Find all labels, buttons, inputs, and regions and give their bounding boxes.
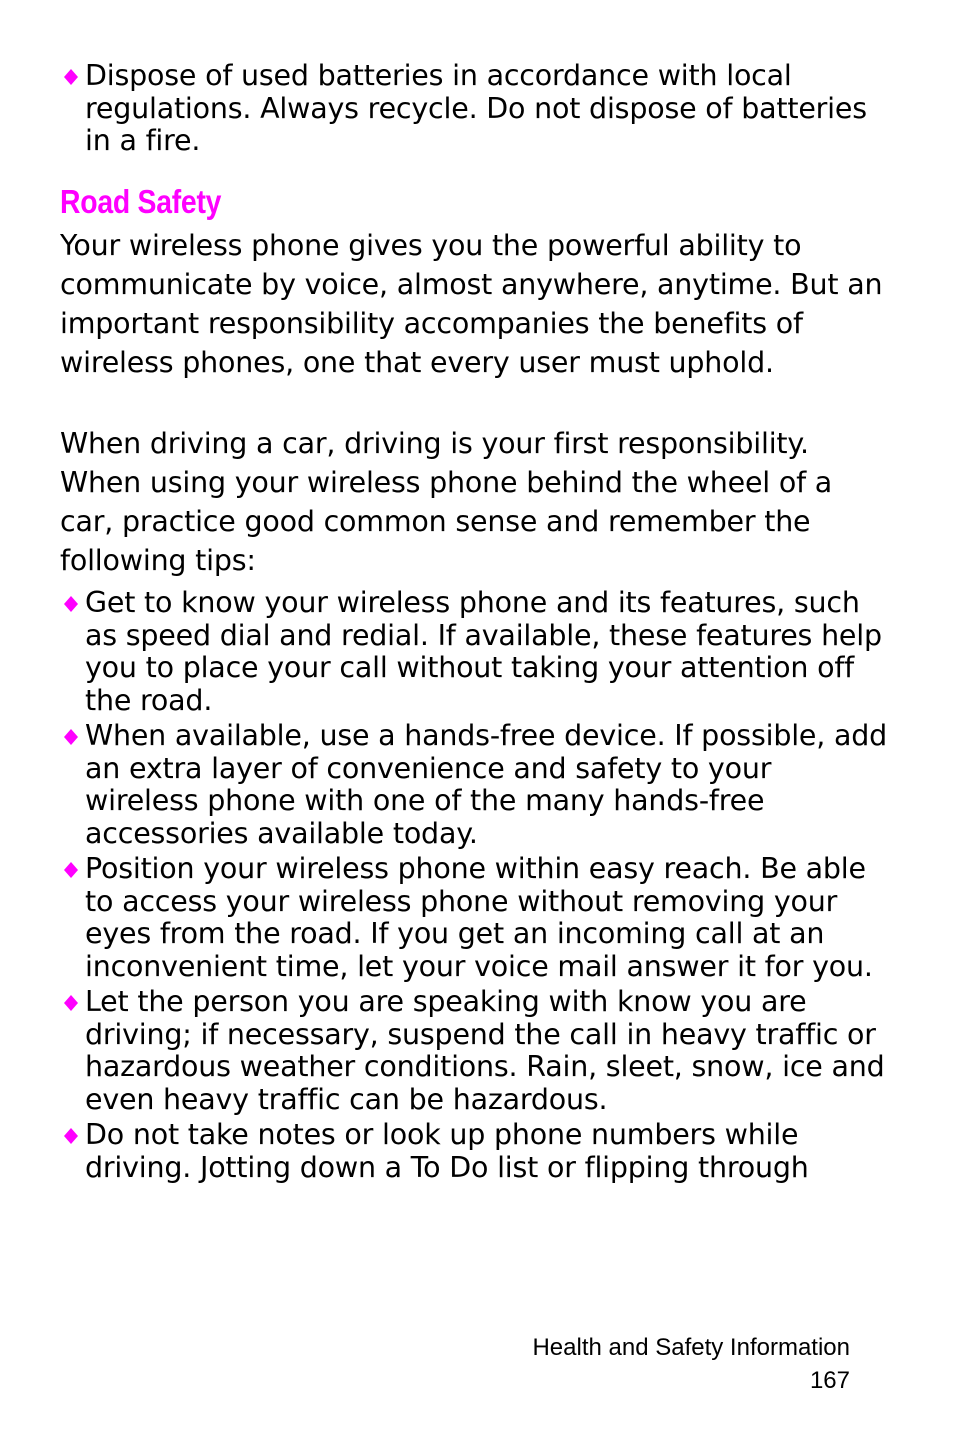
diamond-bullet-icon — [64, 995, 78, 1011]
section-heading: Road Safety — [60, 183, 222, 220]
list-item — [60, 1119, 890, 1184]
bullet-text: Get to know your wireless phone and its features, such as speed dial and redial. If available, these features help you to place your call without taking your attention off the road. — [85, 586, 882, 717]
list-item — [60, 986, 890, 1116]
paragraph: Your wireless phone gives you the powerful ability to communicate by voice, almost anywhere, anytime. But an important responsibility accompanies the benefits of wireless phones, one that every user must uphold. — [60, 229, 883, 379]
page-number: 167 — [809, 1367, 850, 1394]
diamond-bullet-icon — [64, 862, 78, 878]
list-item — [60, 853, 890, 983]
diamond-bullet-icon — [64, 596, 78, 612]
bullet-text: Position your wireless phone within easy reach. Be able to access your wireless phone without removing your eyes from the road. If you get an incoming call at an inconvenient time, let your voice mail answer it for you. — [85, 852, 873, 983]
diamond-bullet-icon — [64, 729, 78, 745]
bullet-text: Let the person you are speaking with know you are driving; if necessary, suspend the call in heavy traffic or hazardous weather conditions. Rain, sleet, snow, ice and even heavy traffic can be hazardous. — [85, 985, 885, 1116]
bullet-text: When available, use a hands-free device. If possible, add an extra layer of convenience and safety to your wireless phone with one of the many hands-free accessories available today. — [85, 719, 888, 850]
list-item — [60, 60, 890, 158]
intro-bullet-list — [60, 60, 890, 161]
diamond-bullet-icon — [64, 1128, 78, 1144]
footer-section-title: Health and Safety Information — [532, 1334, 850, 1361]
bullet-text: Dispose of used batteries in accordance with local regulations. Always recycle. Do not dispose of batteries in a fire. — [85, 59, 867, 157]
bullet-text: Do not take notes or look up phone numbers while driving. Jotting down a To Do list or flipping through — [85, 1118, 809, 1184]
list-item — [60, 587, 890, 717]
list-item — [60, 720, 890, 850]
paragraph: When driving a car, driving is your first responsibility. When using your wireless phone behind the wheel of a car, practice good common sense and remember the following tips: — [60, 427, 833, 577]
diamond-bullet-icon — [64, 69, 78, 85]
tips-bullet-list — [60, 587, 890, 1187]
